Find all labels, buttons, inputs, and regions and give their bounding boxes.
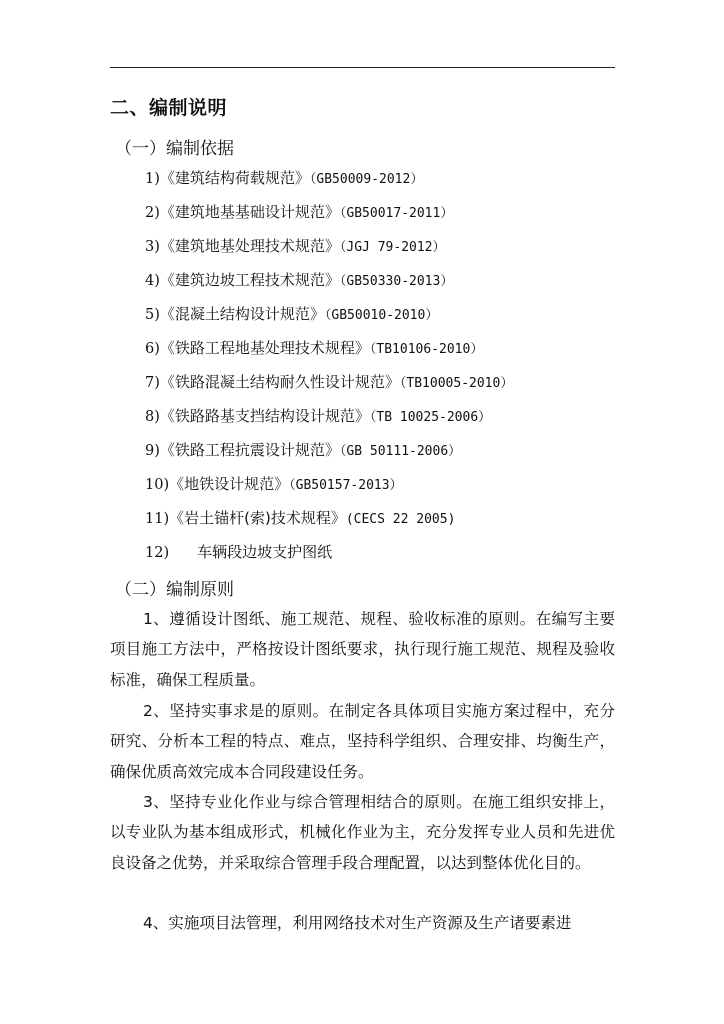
header-rule <box>110 67 615 68</box>
reference-item <box>145 368 513 402</box>
reference-title: 《岩土锚杆(索)技术规程》 <box>169 509 346 527</box>
reference-code: （TB 10025-2006） <box>369 410 492 425</box>
reference-number: 8) <box>145 409 160 425</box>
reference-item <box>145 266 513 300</box>
reference-number: 11) <box>145 511 170 527</box>
reference-item <box>145 164 513 198</box>
reference-code: （JGJ 79-2012） <box>339 240 446 255</box>
reference-code: （GB50017-2011） <box>339 206 454 221</box>
basis-heading: （一）编制依据 <box>115 139 234 159</box>
reference-title: 《地铁设计规范》 <box>169 475 290 493</box>
reference-item <box>145 402 513 436</box>
reference-title: 《建筑地基基础设计规范》 <box>159 203 340 221</box>
reference-code: （GB50010-2010） <box>324 308 439 323</box>
reference-title: 《建筑地基处理技术规范》 <box>159 237 340 255</box>
reference-number: 12) <box>145 545 170 561</box>
reference-title: 《建筑结构荷载规范》 <box>159 169 310 187</box>
reference-code: （TB10005-2010） <box>399 376 514 391</box>
reference-number: 4) <box>145 273 160 289</box>
reference-code: （GB50009-2012） <box>309 172 424 187</box>
reference-number: 7) <box>145 375 160 391</box>
reference-code: （GB 50111-2006） <box>339 444 462 459</box>
principles-heading: （二）编制原则 <box>115 580 234 600</box>
principle-paragraph: 2、坚持实事求是的原则。在制定各具体项目实施方案过程中，充分研究、分析本工程的特点、难点，坚持科学组织、合理安排、均衡生产，确保优质高效完成本合同段建设任务。 <box>110 702 615 781</box>
reference-item <box>145 538 513 572</box>
reference-number: 6) <box>145 341 160 357</box>
reference-number: 10) <box>145 477 170 493</box>
reference-number: 2) <box>145 205 160 221</box>
principle-paragraph: 4、实施项目法管理，利用网络技术对生产资源及生产诸要素进 <box>143 914 572 932</box>
reference-list <box>145 164 513 572</box>
reference-title: 《铁路混凝土结构耐久性设计规范》 <box>159 373 400 391</box>
reference-title: 《建筑边坡工程技术规范》 <box>159 271 340 289</box>
reference-code: (CECS 22 2005) <box>345 512 456 527</box>
reference-number: 1) <box>145 171 160 187</box>
reference-code: （GB50157-2013） <box>289 478 403 493</box>
reference-title: 《混凝土结构设计规范》 <box>159 305 325 323</box>
reference-code: （TB10106-2010） <box>369 342 484 357</box>
reference-title: 《铁路工程抗震设计规范》 <box>159 441 340 459</box>
principle-paragraph: 1、遵循设计图纸、施工规范、规程、验收标准的原则。在编写主要项目施工方法中，严格按设计图纸要求，执行现行施工规范、规程及验收标准，确保工程质量。 <box>110 610 615 689</box>
section-heading: 二、编制说明 <box>110 97 228 119</box>
reference-item <box>145 198 513 232</box>
reference-item <box>145 436 513 470</box>
reference-item <box>145 334 513 368</box>
reference-title: 《铁路工程地基处理技术规程》 <box>159 339 370 357</box>
reference-title: 车辆段边坡支护图纸 <box>197 543 333 561</box>
reference-title: 《铁路路基支挡结构设计规范》 <box>159 407 370 425</box>
reference-item <box>145 470 513 504</box>
reference-item <box>145 300 513 334</box>
reference-number: 3) <box>145 239 160 255</box>
reference-number: 9) <box>145 443 160 459</box>
reference-item <box>145 232 513 266</box>
reference-number: 5) <box>145 307 160 323</box>
reference-item <box>145 504 513 538</box>
principle-paragraph: 3、坚持专业化作业与综合管理相结合的原则。在施工组织安排上，以专业队为基本组成形式，机械化作业为主，充分发挥专业人员和先进优良设备之优势，并采取综合管理手段合理配置，以达到整体优化目的。 <box>110 793 615 872</box>
reference-code: （GB50330-2013） <box>339 274 454 289</box>
